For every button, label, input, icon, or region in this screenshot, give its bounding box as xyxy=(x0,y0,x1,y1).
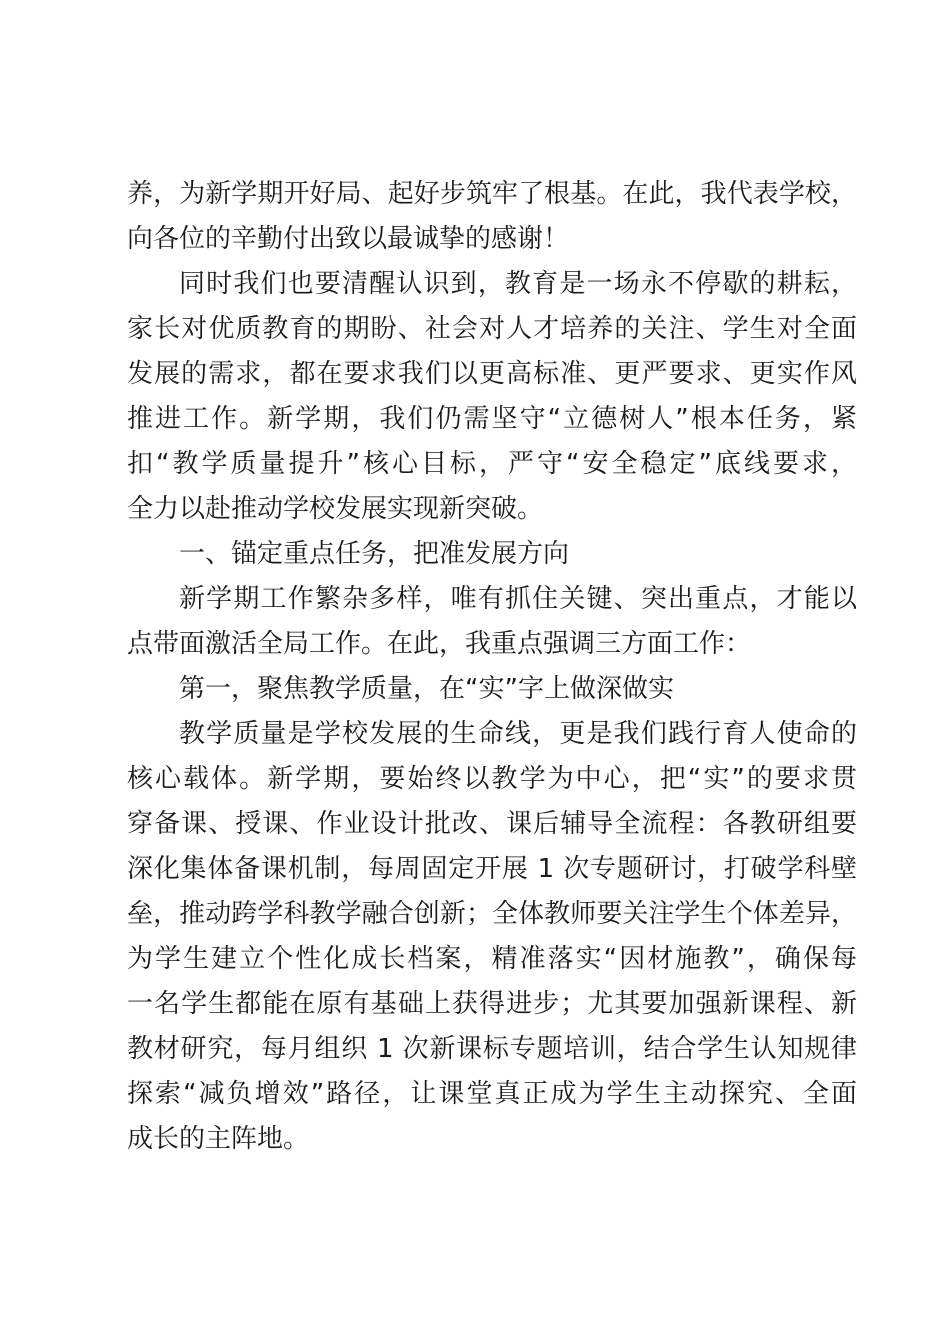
paragraph-first-line: 教学质量是学校发展的生命线，更是我们践行育人使命的 xyxy=(179,719,857,749)
text-line: 教材研究，每月组织 1 次新课标专题培训，结合学生认知规律 xyxy=(127,1034,857,1064)
text-line: 点带面激活全局工作。在此，我重点强调三方面工作： xyxy=(127,629,752,659)
text-line: 探索“减负增效”路径，让课堂真正成为学生主动探究、全面 xyxy=(127,1079,857,1109)
paragraph-first-line: 新学期工作繁杂多样，唯有抓住关键、突出重点，才能以 xyxy=(179,584,857,614)
text-line: 扣“教学质量提升”核心目标，严守“安全稳定”底线要求， xyxy=(127,449,857,479)
text-line: 核心载体。新学期，要始终以教学为中心，把“实”的要求贯 xyxy=(127,764,857,794)
text-line: 家长对优质教育的期盼、社会对人才培养的关注、学生对全面 xyxy=(127,314,857,344)
text-line: 推进工作。新学期，我们仍需坚守“立德树人”根本任务，紧 xyxy=(127,404,857,434)
paragraph-first-line: 同时我们也要清醒认识到，教育是一场永不停歇的耕耘， xyxy=(179,269,857,299)
text-line: 成长的主阵地。 xyxy=(127,1124,310,1154)
text-line: 垒，推动跨学科教学融合创新；全体教师要关注学生个体差异， xyxy=(127,899,857,929)
text-line: 深化集体备课机制，每周固定开展 1 次专题研讨，打破学科壁 xyxy=(127,854,857,884)
text-line: 发展的需求，都在要求我们以更高标准、更严要求、更实作风 xyxy=(127,359,857,389)
text-line: 穿备课、授课、作业设计批改、课后辅导全流程：各教研组要 xyxy=(127,809,857,839)
text-line: 为学生建立个性化成长档案，精准落实“因材施教”，确保每 xyxy=(127,944,857,974)
text-line: 全力以赴推动学校发展实现新突破。 xyxy=(127,494,544,524)
text-line: 养，为新学期开好局、起好步筑牢了根基。在此，我代表学校， xyxy=(127,179,857,209)
text-line: 一名学生都能在原有基础上获得进步；尤其要加强新课程、新 xyxy=(127,989,857,1019)
text-line: 向各位的辛勤付出致以最诚挚的感谢！ xyxy=(127,224,570,254)
body-text xyxy=(127,172,857,1162)
subsection-heading: 第一，聚焦教学质量，在“实”字上做深做实 xyxy=(179,674,674,704)
section-heading: 一、锚定重点任务，把准发展方向 xyxy=(179,539,570,569)
